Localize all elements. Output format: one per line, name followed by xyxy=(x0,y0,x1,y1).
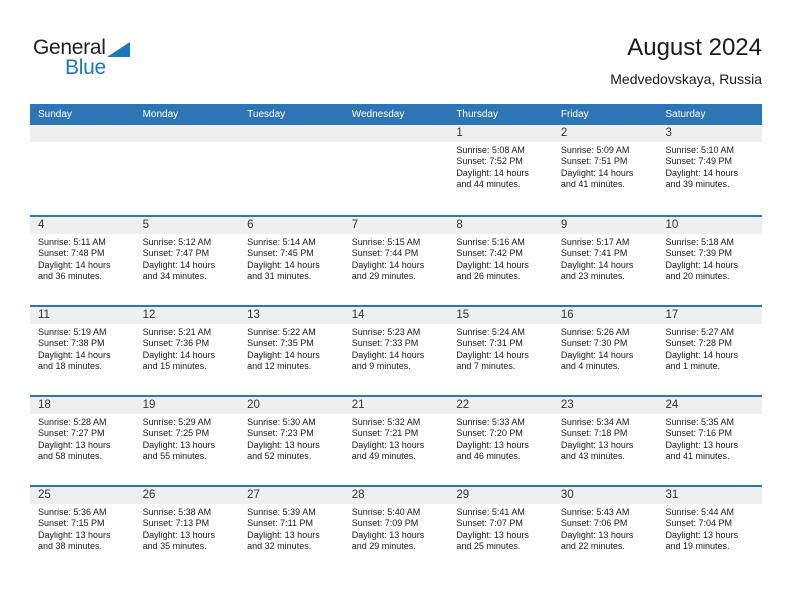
daylight-text-line1: Daylight: 14 hours xyxy=(142,259,216,270)
day-cell xyxy=(344,217,449,305)
daylight-text-line1: Daylight: 13 hours xyxy=(247,529,320,540)
day-cell xyxy=(448,487,553,575)
day-details xyxy=(448,142,553,191)
daylight-text-line1: Daylight: 13 hours xyxy=(142,529,216,540)
weekday-label-thursday: Thursday xyxy=(456,109,498,120)
day-cell xyxy=(657,217,762,305)
empty-day-cell xyxy=(30,125,135,215)
day-cell xyxy=(553,307,658,395)
empty-day-cell xyxy=(344,125,449,215)
sunset-text: Sunset: 7:48 PM xyxy=(38,248,105,259)
date-number xyxy=(30,125,135,142)
daylight-text-line1: Daylight: 14 hours xyxy=(665,349,739,360)
sunrise-text: Sunrise: 5:08 AM xyxy=(456,145,525,155)
daylight-text-line1: Daylight: 14 hours xyxy=(38,349,111,360)
sunset-text: Sunset: 7:35 PM xyxy=(247,338,314,349)
day-details xyxy=(239,234,344,283)
daylight-text-line2: and 1 minute. xyxy=(665,361,721,372)
daylight-text-line2: and 4 minutes. xyxy=(560,361,620,372)
day-cell xyxy=(448,307,553,395)
day-cell xyxy=(344,397,449,485)
weekday-header-row xyxy=(30,104,762,125)
sunset-text: Sunset: 7:52 PM xyxy=(456,156,523,167)
day-details xyxy=(135,414,240,463)
sunrise-text: Sunrise: 5:43 AM xyxy=(560,507,630,517)
day-cell xyxy=(657,307,762,395)
sunrise-text: Sunrise: 5:44 AM xyxy=(665,507,735,517)
daylight-text-line1: Daylight: 13 hours xyxy=(142,439,216,450)
day-details xyxy=(30,414,135,463)
week-row xyxy=(30,305,762,395)
sunset-text: Sunset: 7:18 PM xyxy=(560,428,628,439)
daylight-text-line2: and 49 minutes. xyxy=(351,451,416,462)
date-number: 21 xyxy=(344,397,449,414)
day-cell xyxy=(30,307,135,395)
empty-day-cell xyxy=(135,125,240,215)
date-number: 13 xyxy=(239,307,344,324)
weekday-label-saturday: Saturday xyxy=(665,109,706,120)
daylight-text-line2: and 38 minutes. xyxy=(38,541,103,552)
daylight-text-line1: Daylight: 13 hours xyxy=(665,439,739,450)
daylight-text-line1: Daylight: 14 hours xyxy=(247,259,320,270)
daylight-text-line2: and 44 minutes. xyxy=(456,179,521,190)
day-cell xyxy=(553,125,658,215)
day-cell xyxy=(30,487,135,575)
day-cell xyxy=(239,487,344,575)
sunrise-text: Sunrise: 5:17 AM xyxy=(560,237,630,247)
daylight-text-line2: and 15 minutes. xyxy=(142,361,207,372)
sunset-text: Sunset: 7:38 PM xyxy=(38,338,105,349)
sunset-text: Sunset: 7:21 PM xyxy=(351,428,419,439)
date-number: 4 xyxy=(30,217,135,234)
day-details xyxy=(553,142,658,191)
day-cell xyxy=(30,397,135,485)
sunrise-text: Sunrise: 5:41 AM xyxy=(456,507,525,517)
day-cell xyxy=(344,307,449,395)
date-number: 14 xyxy=(344,307,449,324)
sunrise-text: Sunrise: 5:32 AM xyxy=(351,417,421,427)
empty-day-cell xyxy=(239,125,344,215)
logo-text-blue: Blue xyxy=(65,56,106,79)
day-details xyxy=(30,324,135,373)
date-number: 20 xyxy=(239,397,344,414)
daylight-text-line2: and 58 minutes. xyxy=(38,451,103,462)
sunset-text: Sunset: 7:11 PM xyxy=(247,518,314,529)
daylight-text-line1: Daylight: 13 hours xyxy=(560,529,634,540)
daylight-text-line2: and 32 minutes. xyxy=(247,541,312,552)
sunset-text: Sunset: 7:09 PM xyxy=(351,518,419,529)
sunrise-text: Sunrise: 5:14 AM xyxy=(247,237,316,247)
day-cell xyxy=(553,487,658,575)
sunset-text: Sunset: 7:15 PM xyxy=(38,518,105,529)
weekday-label-monday: Monday xyxy=(142,109,179,120)
daylight-text-line1: Daylight: 14 hours xyxy=(142,349,216,360)
day-cell xyxy=(448,217,553,305)
date-number xyxy=(239,125,344,142)
date-number: 31 xyxy=(657,487,762,504)
sunrise-text: Sunrise: 5:18 AM xyxy=(665,237,735,247)
daylight-text-line1: Daylight: 13 hours xyxy=(351,439,425,450)
sunset-text: Sunset: 7:45 PM xyxy=(247,248,314,259)
sunrise-text: Sunrise: 5:22 AM xyxy=(247,327,316,337)
day-details xyxy=(657,414,762,463)
daylight-text-line1: Daylight: 13 hours xyxy=(456,529,529,540)
day-details xyxy=(344,504,449,553)
date-number xyxy=(135,125,240,142)
daylight-text-line1: Daylight: 14 hours xyxy=(38,259,111,270)
weekday-label-friday: Friday xyxy=(560,109,589,120)
logo-text-general: General xyxy=(33,36,106,59)
sunrise-text: Sunrise: 5:29 AM xyxy=(142,417,212,427)
daylight-text-line2: and 35 minutes. xyxy=(142,541,207,552)
general-blue-logo xyxy=(33,37,130,78)
daylight-text-line1: Daylight: 13 hours xyxy=(38,529,111,540)
daylight-text-line1: Daylight: 14 hours xyxy=(560,167,634,178)
date-number: 12 xyxy=(135,307,240,324)
sunrise-text: Sunrise: 5:15 AM xyxy=(351,237,421,247)
daylight-text-line1: Daylight: 14 hours xyxy=(456,259,529,270)
sunset-text: Sunset: 7:20 PM xyxy=(456,428,523,439)
sunset-text: Sunset: 7:44 PM xyxy=(351,248,419,259)
sunrise-text: Sunrise: 5:10 AM xyxy=(665,145,735,155)
date-number: 10 xyxy=(657,217,762,234)
sunset-text: Sunset: 7:25 PM xyxy=(142,428,210,439)
day-cell xyxy=(553,217,658,305)
sunrise-text: Sunrise: 5:26 AM xyxy=(560,327,630,337)
day-details xyxy=(448,414,553,463)
date-number: 7 xyxy=(344,217,449,234)
sunset-text: Sunset: 7:31 PM xyxy=(456,338,523,349)
sunset-text: Sunset: 7:39 PM xyxy=(665,248,733,259)
daylight-text-line2: and 22 minutes. xyxy=(560,541,625,552)
location-subtitle: Medvedovskaya, Russia xyxy=(610,70,762,87)
sunrise-text: Sunrise: 5:23 AM xyxy=(351,327,421,337)
date-number: 5 xyxy=(135,217,240,234)
daylight-text-line1: Daylight: 14 hours xyxy=(247,349,320,360)
day-details xyxy=(553,504,658,553)
daylight-text-line2: and 46 minutes. xyxy=(456,451,521,462)
day-details xyxy=(657,234,762,283)
day-cell xyxy=(657,397,762,485)
daylight-text-line2: and 39 minutes. xyxy=(665,179,730,190)
weekday-label-tuesday: Tuesday xyxy=(247,109,286,120)
month-title: August 2024 xyxy=(627,34,762,61)
date-number: 24 xyxy=(657,397,762,414)
date-number: 2 xyxy=(553,125,658,142)
daylight-text-line2: and 43 minutes. xyxy=(560,451,625,462)
date-number: 23 xyxy=(553,397,658,414)
day-details xyxy=(553,324,658,373)
date-number: 22 xyxy=(448,397,553,414)
sunrise-text: Sunrise: 5:24 AM xyxy=(456,327,525,337)
date-number: 19 xyxy=(135,397,240,414)
sunrise-text: Sunrise: 5:28 AM xyxy=(38,417,107,427)
sunset-text: Sunset: 7:49 PM xyxy=(665,156,733,167)
daylight-text-line2: and 19 minutes. xyxy=(665,541,730,552)
day-cell xyxy=(657,125,762,215)
daylight-text-line2: and 9 minutes. xyxy=(351,361,411,372)
week-row xyxy=(30,485,762,575)
daylight-text-line1: Daylight: 13 hours xyxy=(560,439,634,450)
daylight-text-line2: and 41 minutes. xyxy=(665,451,730,462)
date-number: 29 xyxy=(448,487,553,504)
daylight-text-line2: and 52 minutes. xyxy=(247,451,312,462)
daylight-text-line1: Daylight: 13 hours xyxy=(247,439,320,450)
date-number: 11 xyxy=(30,307,135,324)
sunset-text: Sunset: 7:13 PM xyxy=(142,518,210,529)
day-details xyxy=(657,142,762,191)
day-details xyxy=(135,504,240,553)
date-number: 16 xyxy=(553,307,658,324)
date-number xyxy=(344,125,449,142)
sunrise-text: Sunrise: 5:34 AM xyxy=(560,417,630,427)
week-row xyxy=(30,215,762,305)
date-number: 17 xyxy=(657,307,762,324)
sunset-text: Sunset: 7:30 PM xyxy=(560,338,628,349)
day-details xyxy=(553,234,658,283)
daylight-text-line2: and 34 minutes. xyxy=(142,271,207,282)
date-number: 3 xyxy=(657,125,762,142)
daylight-text-line2: and 23 minutes. xyxy=(560,271,625,282)
date-number: 27 xyxy=(239,487,344,504)
daylight-text-line2: and 55 minutes. xyxy=(142,451,207,462)
sunset-text: Sunset: 7:33 PM xyxy=(351,338,419,349)
sunrise-text: Sunrise: 5:19 AM xyxy=(38,327,107,337)
sunset-text: Sunset: 7:04 PM xyxy=(665,518,733,529)
date-number: 9 xyxy=(553,217,658,234)
sunset-text: Sunset: 7:42 PM xyxy=(456,248,523,259)
sunset-text: Sunset: 7:23 PM xyxy=(247,428,314,439)
day-cell xyxy=(553,397,658,485)
daylight-text-line2: and 29 minutes. xyxy=(351,271,416,282)
daylight-text-line1: Daylight: 14 hours xyxy=(560,349,634,360)
daylight-text-line1: Daylight: 14 hours xyxy=(456,349,529,360)
sunset-text: Sunset: 7:16 PM xyxy=(665,428,733,439)
day-details xyxy=(553,414,658,463)
calendar-table xyxy=(30,104,762,575)
sunrise-text: Sunrise: 5:38 AM xyxy=(142,507,212,517)
sunrise-text: Sunrise: 5:12 AM xyxy=(142,237,212,247)
sunrise-text: Sunrise: 5:21 AM xyxy=(142,327,212,337)
day-details xyxy=(30,234,135,283)
day-details xyxy=(135,324,240,373)
sunset-text: Sunset: 7:06 PM xyxy=(560,518,628,529)
title-block xyxy=(610,34,762,87)
day-cell xyxy=(239,307,344,395)
sunset-text: Sunset: 7:41 PM xyxy=(560,248,628,259)
day-details xyxy=(657,324,762,373)
daylight-text-line1: Daylight: 13 hours xyxy=(456,439,529,450)
date-number: 1 xyxy=(448,125,553,142)
date-number: 30 xyxy=(553,487,658,504)
date-number: 28 xyxy=(344,487,449,504)
sunrise-text: Sunrise: 5:36 AM xyxy=(38,507,107,517)
sunset-text: Sunset: 7:27 PM xyxy=(38,428,105,439)
day-details xyxy=(448,324,553,373)
daylight-text-line1: Daylight: 13 hours xyxy=(38,439,111,450)
week-row xyxy=(30,125,762,215)
logo-top-row xyxy=(33,37,130,58)
day-details xyxy=(344,234,449,283)
day-cell xyxy=(448,125,553,215)
calendar-grid xyxy=(30,125,762,575)
sunset-text: Sunset: 7:07 PM xyxy=(456,518,523,529)
sunrise-text: Sunrise: 5:27 AM xyxy=(665,327,735,337)
daylight-text-line1: Daylight: 14 hours xyxy=(456,167,529,178)
daylight-text-line2: and 18 minutes. xyxy=(38,361,103,372)
day-cell xyxy=(135,307,240,395)
blue-triangle-icon xyxy=(107,42,130,57)
daylight-text-line2: and 36 minutes. xyxy=(38,271,103,282)
sunset-text: Sunset: 7:47 PM xyxy=(142,248,210,259)
daylight-text-line2: and 25 minutes. xyxy=(456,541,521,552)
day-cell xyxy=(135,217,240,305)
sunrise-text: Sunrise: 5:39 AM xyxy=(247,507,316,517)
daylight-text-line1: Daylight: 14 hours xyxy=(665,167,739,178)
daylight-text-line2: and 12 minutes. xyxy=(247,361,312,372)
day-cell xyxy=(448,397,553,485)
day-details xyxy=(135,234,240,283)
date-number: 15 xyxy=(448,307,553,324)
sunset-text: Sunset: 7:28 PM xyxy=(665,338,733,349)
daylight-text-line1: Daylight: 14 hours xyxy=(351,349,425,360)
day-cell xyxy=(657,487,762,575)
sunrise-text: Sunrise: 5:35 AM xyxy=(665,417,735,427)
daylight-text-line2: and 20 minutes. xyxy=(665,271,730,282)
sunrise-text: Sunrise: 5:09 AM xyxy=(560,145,630,155)
date-number: 6 xyxy=(239,217,344,234)
sunrise-text: Sunrise: 5:16 AM xyxy=(456,237,525,247)
day-cell xyxy=(135,487,240,575)
weekday-label-wednesday: Wednesday xyxy=(351,109,405,120)
sunrise-text: Sunrise: 5:11 AM xyxy=(38,237,106,247)
day-details xyxy=(448,504,553,553)
day-details xyxy=(344,414,449,463)
daylight-text-line2: and 41 minutes. xyxy=(560,179,625,190)
day-details xyxy=(657,504,762,553)
date-number: 18 xyxy=(30,397,135,414)
daylight-text-line1: Daylight: 14 hours xyxy=(560,259,634,270)
sunset-text: Sunset: 7:51 PM xyxy=(560,156,628,167)
daylight-text-line1: Daylight: 13 hours xyxy=(665,529,739,540)
day-cell xyxy=(239,397,344,485)
date-number: 25 xyxy=(30,487,135,504)
day-cell xyxy=(239,217,344,305)
sunset-text: Sunset: 7:36 PM xyxy=(142,338,210,349)
sunrise-text: Sunrise: 5:33 AM xyxy=(456,417,525,427)
day-details xyxy=(239,324,344,373)
week-row xyxy=(30,395,762,485)
day-details xyxy=(344,324,449,373)
daylight-text-line1: Daylight: 14 hours xyxy=(351,259,425,270)
sunrise-text: Sunrise: 5:30 AM xyxy=(247,417,316,427)
daylight-text-line1: Daylight: 14 hours xyxy=(665,259,739,270)
daylight-text-line2: and 31 minutes. xyxy=(247,271,312,282)
day-details xyxy=(448,234,553,283)
daylight-text-line2: and 7 minutes. xyxy=(456,361,516,372)
daylight-text-line2: and 29 minutes. xyxy=(351,541,416,552)
day-details xyxy=(239,504,344,553)
day-cell xyxy=(30,217,135,305)
daylight-text-line2: and 26 minutes. xyxy=(456,271,521,282)
date-number: 8 xyxy=(448,217,553,234)
daylight-text-line1: Daylight: 13 hours xyxy=(351,529,425,540)
weekday-label-sunday: Sunday xyxy=(38,109,72,120)
date-number: 26 xyxy=(135,487,240,504)
day-cell xyxy=(344,487,449,575)
day-cell xyxy=(135,397,240,485)
sunrise-text: Sunrise: 5:40 AM xyxy=(351,507,421,517)
day-details xyxy=(30,504,135,553)
day-details xyxy=(239,414,344,463)
